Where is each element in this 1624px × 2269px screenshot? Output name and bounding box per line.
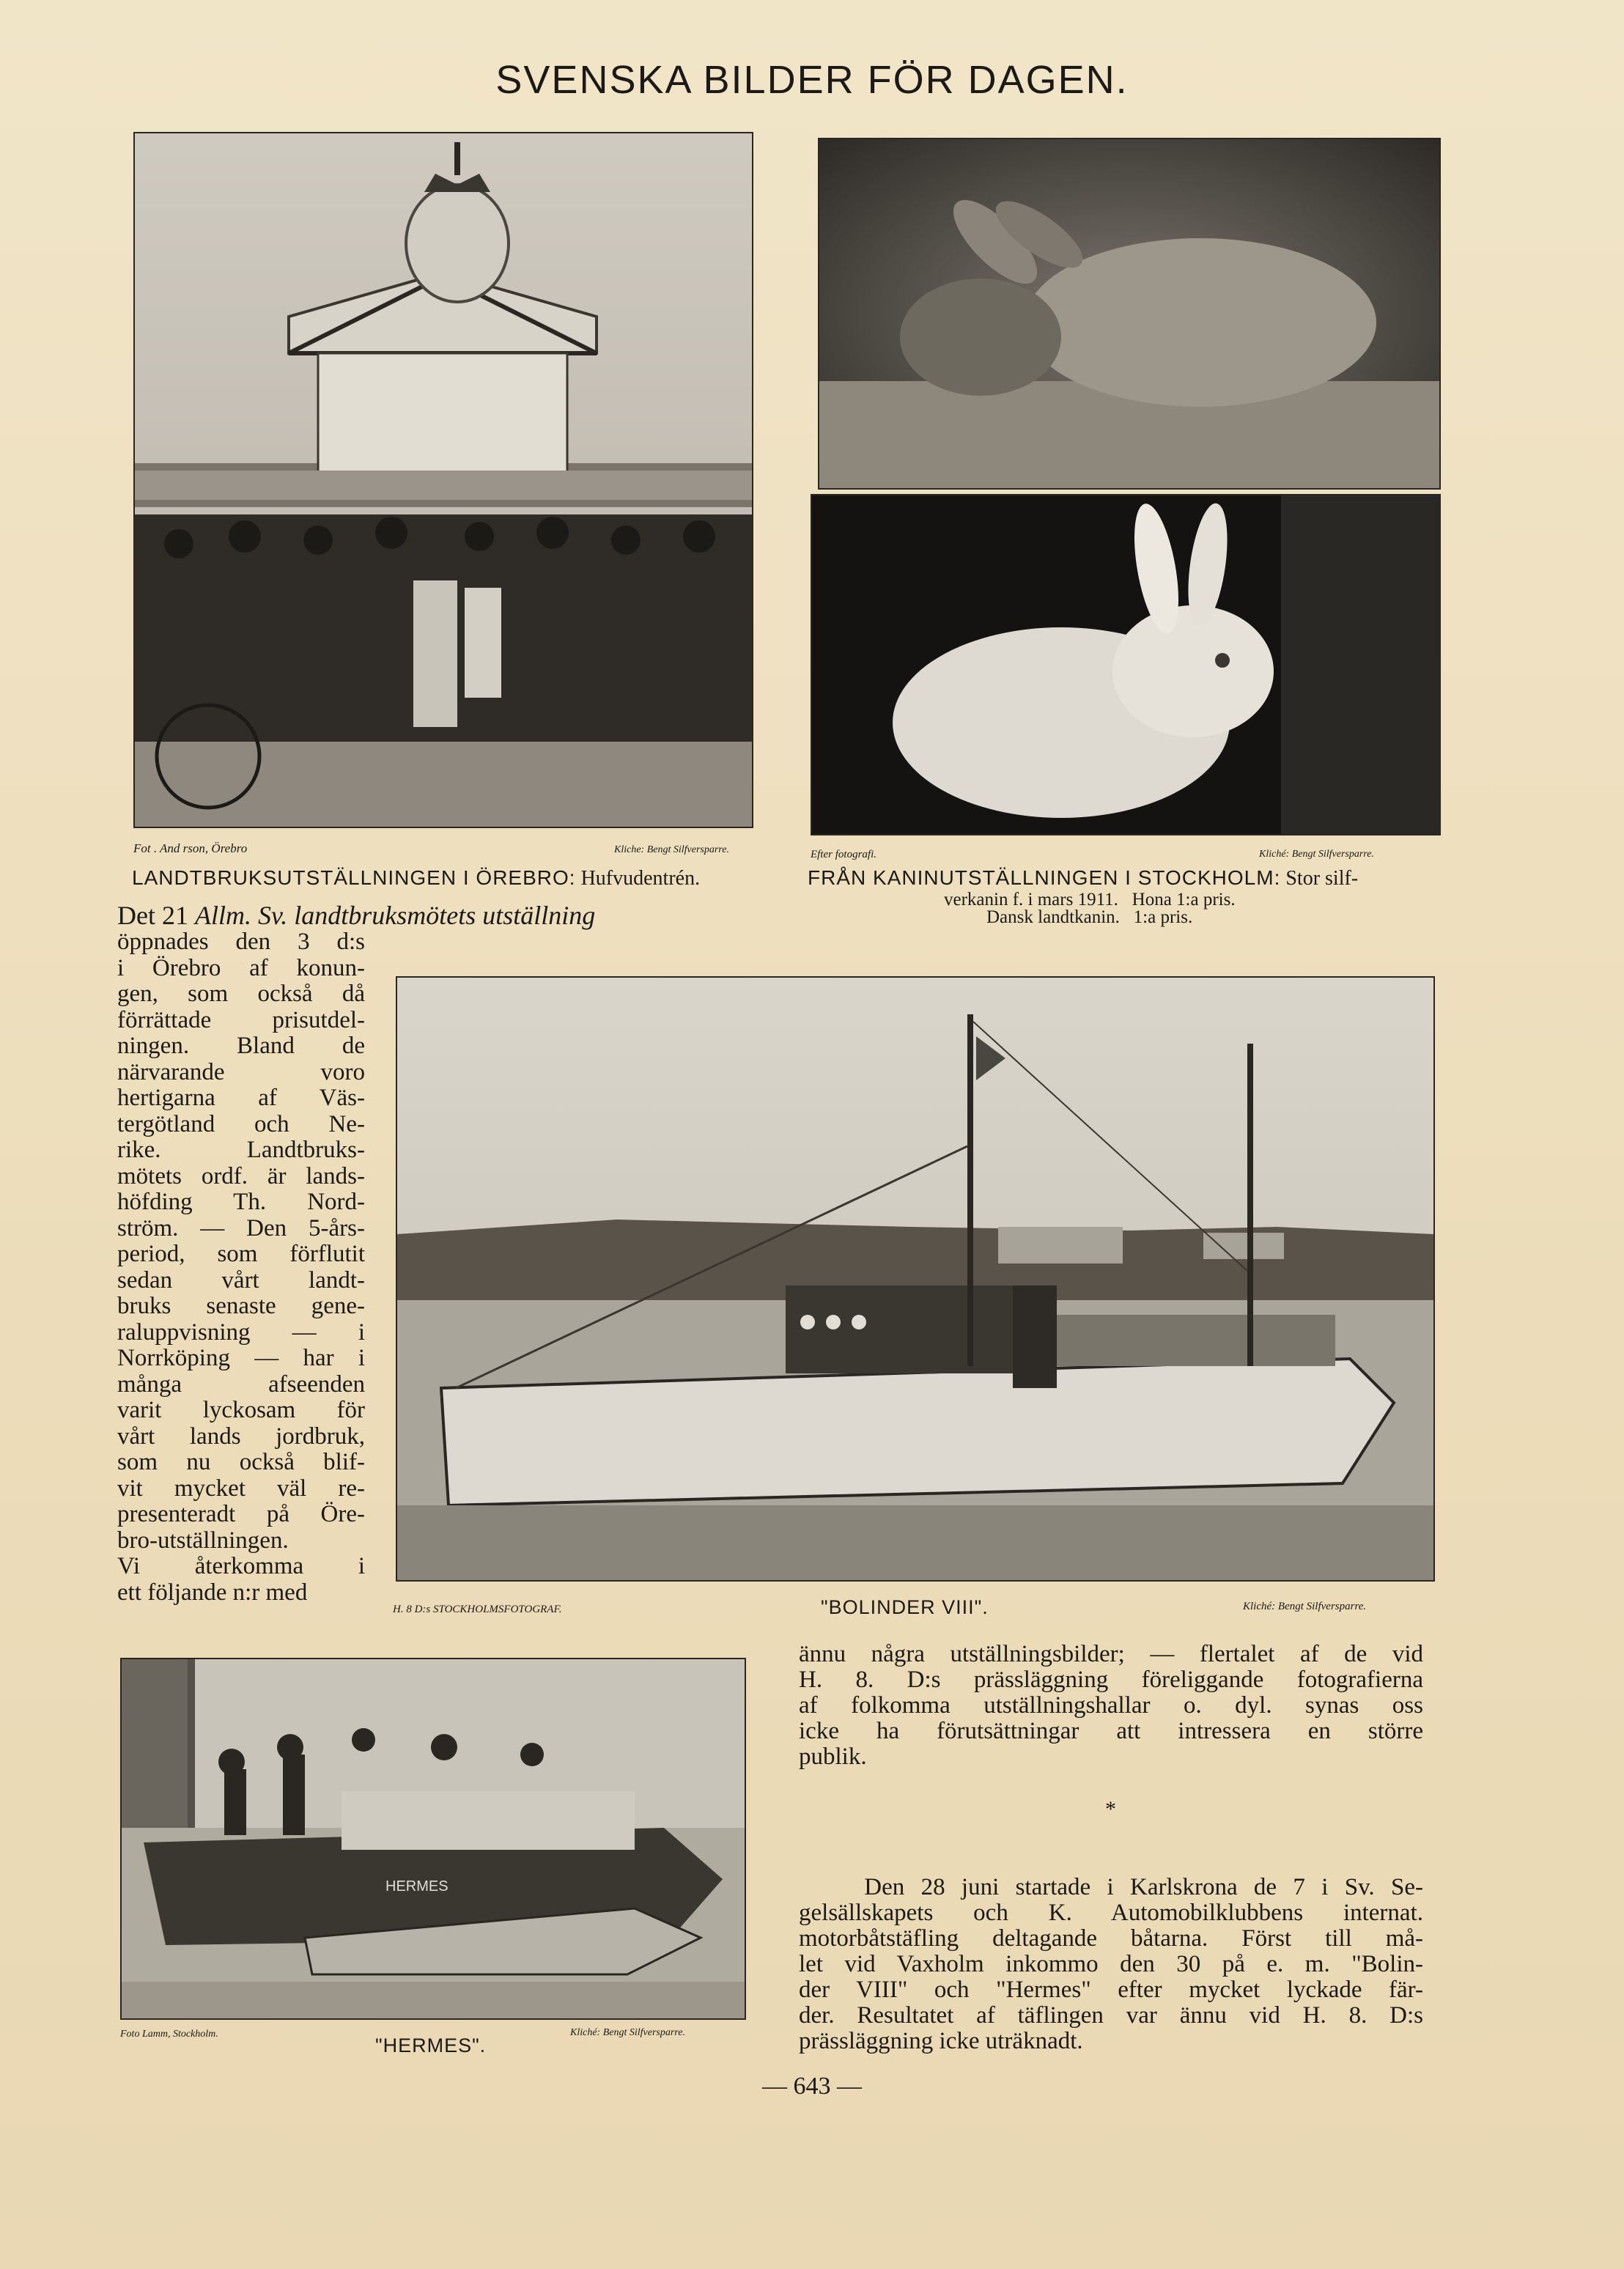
article-first-line bbox=[117, 900, 769, 931]
rabbit-caption-main: FRÅN KANINUTSTÄLLNINGEN I STOCKHOLM: bbox=[808, 866, 1281, 889]
article-line: presenteradt på Öre- bbox=[117, 1501, 365, 1527]
article-line: bruks senaste gene- bbox=[117, 1293, 365, 1319]
article-line: närvarande voro bbox=[117, 1058, 365, 1085]
exhibition-cliche-credit: Kliche: Bengt Silfversparre. bbox=[614, 844, 729, 855]
rabbit-caption-line-3: Dansk landtkanin. 1:a pris. bbox=[986, 907, 1193, 927]
rabbit-caption-line-2: verkanin f. i mars 1911. Hona 1:a pris. bbox=[944, 890, 1236, 910]
exhibition-entrance-photo bbox=[133, 132, 753, 828]
article-first-line-italic: Allm. Sv. landtbruksmötets utställning bbox=[194, 901, 596, 930]
race-article-line: prässläggning icke uträknadt. bbox=[799, 2028, 1083, 2054]
article-continuation-line: publik. bbox=[799, 1744, 867, 1770]
exhibition-caption bbox=[132, 866, 700, 890]
hermes-cliche-credit: Kliché: Bengt Silfversparre. bbox=[570, 2027, 685, 2038]
rabbit-cliche-credit: Kliché: Bengt Silfversparre. bbox=[1259, 849, 1374, 860]
hermes-caption: "HERMES". bbox=[375, 2034, 487, 2056]
boat-cliche-credit: Kliché: Bengt Silfversparre. bbox=[1243, 1601, 1367, 1612]
page-number: — 643 — bbox=[762, 2073, 862, 2100]
article-line: sedan vårt landt- bbox=[117, 1266, 365, 1294]
article-line: höfding Th. Nord- bbox=[117, 1189, 365, 1215]
exhibition-caption-extra: Hufvudentrén. bbox=[575, 867, 701, 890]
race-article-line: motorbåtstäfling deltagande båtarna. Först till må- bbox=[799, 1925, 1423, 1952]
race-article-line: Den 28 juni startade i Karlskrona de 7 i Sv. Se- bbox=[799, 1874, 1423, 1900]
white-rabbit-photo bbox=[811, 494, 1441, 835]
article-line: öppnades den 3 d:s bbox=[117, 929, 365, 955]
hermes-hull-name: HERMES bbox=[385, 1878, 449, 1894]
article-line: gen, som också då bbox=[117, 981, 365, 1007]
article-continuation-line: H. 8. D:s prässläggning föreliggande fotografierna bbox=[799, 1667, 1423, 1693]
article-line: ett följande n:r med bbox=[117, 1579, 308, 1606]
article-line: vit mycket väl re- bbox=[117, 1475, 365, 1502]
article-line: hertigarna af Väs- bbox=[117, 1085, 365, 1111]
page-title: SVENSKA BILDER FÖR DAGEN. bbox=[495, 58, 1129, 102]
exhibition-caption-main: LANDTBRUKSUTSTÄLLNINGEN I ÖREBRO: bbox=[132, 866, 576, 889]
article-line: bro-utställningen. bbox=[117, 1527, 289, 1554]
article-first-line-prefix: Det 21 bbox=[117, 901, 195, 930]
article-line: i Örebro af konun- bbox=[117, 954, 365, 981]
section-separator: * bbox=[1105, 1797, 1116, 1821]
exhibition-photo-credit: Fot . And rson, Örebro bbox=[133, 841, 248, 855]
article-continuation-line: af folkomma utställningshallar o. dyl. synas oss bbox=[799, 1692, 1423, 1719]
boat-caption: "BOLINDER VIII". bbox=[821, 1596, 989, 1618]
article-line: förrättade prisutdel- bbox=[117, 1006, 365, 1033]
article-continuation bbox=[799, 1642, 1423, 1770]
race-article-line: let vid Vaxholm inkommo den 30 på e. m. "Bolin- bbox=[799, 1951, 1423, 1977]
article-continuation-line: ännu några utställningsbilder; — flertalet af de vid bbox=[799, 1641, 1423, 1667]
boat-photo-credit: H. 8 D:s STOCKHOLMSFOTOGRAF. bbox=[393, 1604, 562, 1615]
article-line: raluppvisning — i bbox=[117, 1318, 365, 1346]
article-line: tergötland och Ne- bbox=[117, 1110, 365, 1137]
race-article-line: gelsällskapets och K. Automobilklubbens internat. bbox=[799, 1900, 1423, 1926]
rabbit-photo-credit: Efter fotografi. bbox=[811, 849, 876, 860]
rabbit-caption-extra: Stor silf- bbox=[1280, 867, 1359, 890]
article-line: vårt lands jordbruk, bbox=[117, 1423, 365, 1450]
race-article-line: der VIII" och "Hermes" efter mycket lyckade fär- bbox=[799, 1977, 1423, 2003]
article-line: rike. Landtbruks- bbox=[117, 1137, 365, 1163]
article-line: ningen. Bland de bbox=[117, 1033, 365, 1059]
article-line: många afseenden bbox=[117, 1370, 365, 1398]
race-article bbox=[799, 1875, 1423, 2054]
race-article-line: der. Resultatet af täflingen var ännu vid H. 8. D:s bbox=[799, 2002, 1423, 2029]
rabbit-caption bbox=[808, 866, 1358, 890]
article-line: som nu också blif- bbox=[117, 1449, 365, 1475]
article-line: Vi återkomma i bbox=[117, 1553, 365, 1579]
article-line: period, som förflutit bbox=[117, 1241, 365, 1267]
article-column bbox=[117, 929, 365, 1606]
bolinder-boat-photo bbox=[396, 976, 1435, 1582]
article-continuation-line: icke ha förutsättningar att intressera en större bbox=[799, 1718, 1423, 1744]
hermes-photo-credit: Foto Lamm, Stockholm. bbox=[120, 2029, 218, 2040]
article-line: varit lyckosam för bbox=[117, 1397, 365, 1423]
grey-rabbit-photo bbox=[818, 138, 1441, 490]
article-line: mötets ordf. är lands- bbox=[117, 1162, 365, 1189]
hermes-boat-photo bbox=[120, 1658, 746, 2020]
article-line: ström. — Den 5-års- bbox=[117, 1214, 365, 1242]
article-line: Norrköping — har i bbox=[117, 1345, 365, 1371]
